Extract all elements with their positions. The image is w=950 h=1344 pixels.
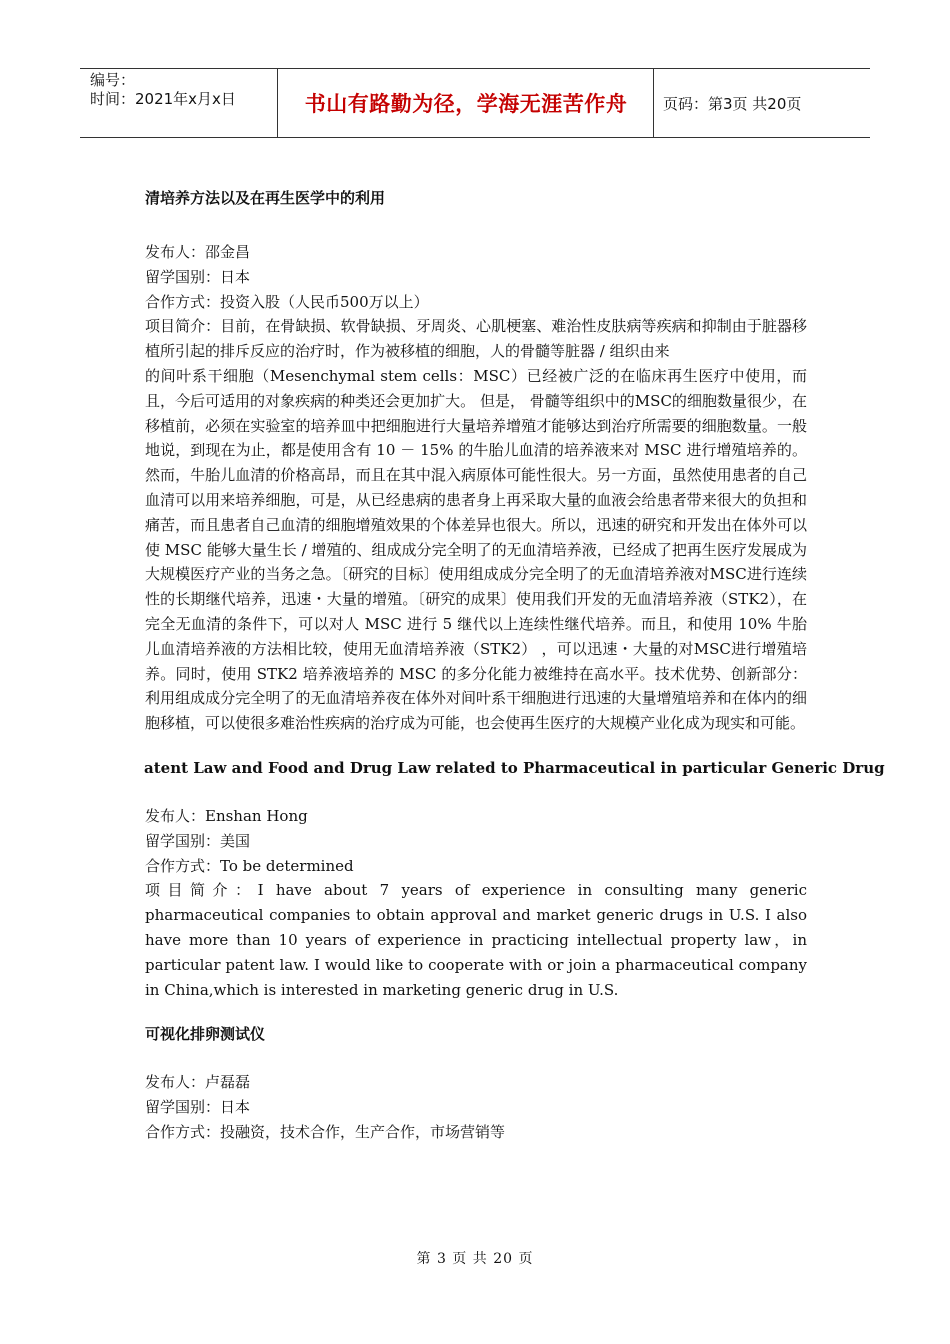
country: 留学国别：美国 (145, 831, 251, 850)
page-info: 页码：第3页 共20页 (663, 94, 802, 113)
time-label: 时间：2021年x月x日 (90, 90, 236, 108)
project-intro-part2: 的间叶系干细胞（Mesenchymal stem cells：MSC）已经被广泛的在临床再生医疗中使用，而且，今后可适用的对象疾病的种类还会更加扩大。 但是， 骨髓等组织中的MSC的细胞数量很少，在移植前，必须在实验室的培养皿中把细胞进行大量培养增殖才能够达到治疗所需要的细胞数量。一般地说，到现在为止，都是使用含有 10 － 15% 的牛胎儿血清的培养液来对 MSC 进行增殖培养的。然而，牛胎儿血清的价格高昂，而且在其中混入病原体可能性很大。另一方面，虽然使用患者的自己血清可以用来培养细胞，可是，从已经患病的患者身上再采取大量的血液会给患者带来很大的负担和痛苦，而且患者自己血清的细胞增殖效果的个体差异也很大。所以，迅速的研究和开发出在体外可以使 MSC 能够大量生长 / 增殖的、组成成分完全明了的无血清培养液，已经成了把再生医疗发展成为大规模医疗产业的当务之急。〔研究的目标〕使用组成成分完全明了的无血清培养液对MSC进行连续性的长期继代培养，迅速・大量的增殖。〔研究的成果〕使用我们开发的无血清培养液（STK2），在完全无血清的条件下，可以对人 MSC 进行 5 继代以上连续性继代培养。而且，和使用 10% 牛胎儿血清培养液的方法相比较，使用无血清培养液（STK2） ，可以迅速・大量的对MSC进行增殖培养。同时，使用 STK2 培养液培养的 MSC 的多分化能力被维持在高水平。技术优势、创新部分：利用组成成分完全明了的无血清培养夜在体外对间叶系干细胞进行迅速的大量增殖培养和在体内的细胞移植，可以使很多难治性疾病的治疗成为可能，也会使再生医疗的大规模产业化成为现实和可能。 (145, 366, 807, 733)
country: 留学国别：日本 (145, 267, 251, 286)
section-title: 可视化排卵测试仪 (145, 1025, 266, 1044)
footer-page-number: 第 3 页 共 20 页 (416, 1251, 534, 1267)
document-body (144, 180, 885, 1145)
header-motto-cell (279, 69, 654, 137)
cooperation: 合作方式：投融资，技术合作，生产合作，市场营销等 (145, 1122, 506, 1141)
project-intro-part1: 项目简介：目前，在骨缺损、软骨缺损、牙周炎、心肌梗塞、难治性皮肤病等疾病和抑制由于脏器移植所引起的排斥反应的治疗时，作为被移植的细胞，人的骨髓等脏器 / 组织由来 (145, 317, 807, 361)
cooperation: 合作方式：To be determined (145, 856, 354, 875)
project-intro: 项目简介：I have about 7 years of experience in consulting many generic pharmaceutical companies to obtain approval and market generic drugs in U.S. I also have more than 10 years of experience in practicing intellectual property law，in particular patent law. I would like to cooperate with or join a pharmaceutical company in China,which is interested in marketing generic drug in U.S. (145, 881, 807, 999)
header-meta-cell (80, 69, 278, 137)
number-label: 编号： (90, 71, 136, 89)
section-title: atent Law and Food and Drug Law related to Pharmaceutical in particular Generic Drug (144, 758, 885, 777)
publisher: 发布人：卢磊磊 (145, 1073, 251, 1092)
page-footer (0, 1248, 950, 1268)
publisher: 发布人：邵金昌 (145, 243, 251, 261)
country: 留学国别：日本 (145, 1098, 251, 1117)
section-msc (145, 186, 807, 736)
header-page-cell (663, 69, 801, 137)
section-ovulation-tester (145, 1022, 807, 1144)
cooperation: 合作方式：投资入股（人民币500万以上） (145, 292, 429, 311)
publisher: 发布人：Enshan Hong (145, 806, 308, 825)
section-patent-law (144, 756, 885, 1002)
section-title: 清培养方法以及在再生医学中的利用 (145, 189, 386, 207)
motto-text: 书山有路勤为径，学海无涯苦作舟 (304, 92, 628, 116)
page-header (80, 68, 870, 138)
